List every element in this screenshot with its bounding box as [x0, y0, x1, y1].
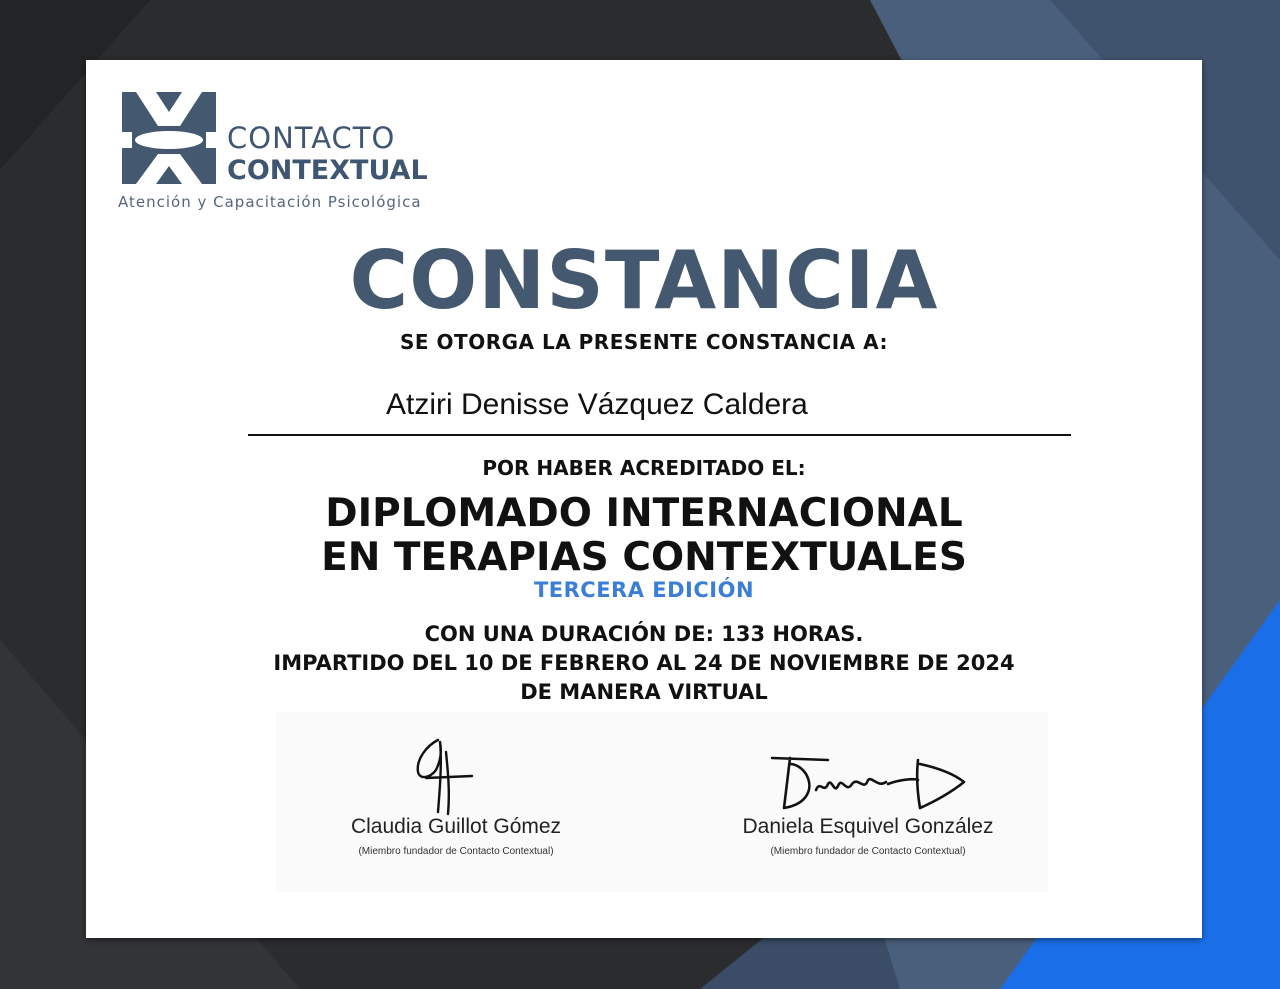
certificate-title: CONSTANCIA [349, 234, 939, 327]
signatures-block [276, 712, 1048, 892]
logo-text-contacto: CONTACTO [227, 121, 396, 155]
course-title [86, 492, 1202, 580]
logo-text-contextual: CONTEXTUAL [227, 155, 428, 186]
course-duration: CON UNA DURACIÓN DE: 133 HORAS. [424, 622, 864, 646]
course-mode: DE MANERA VIRTUAL [520, 680, 768, 704]
accreditation-statement: POR HABER ACREDITADO EL: [482, 456, 806, 480]
certificate-card [86, 60, 1202, 938]
handwritten-signature-2 [768, 750, 978, 820]
recipient-underline [248, 434, 1071, 436]
logo-tagline: Atención y Capacitación Psicológica [118, 193, 422, 211]
certificate-subtitle: SE OTORGA LA PRESENTE CONSTANCIA A: [400, 330, 888, 354]
course-dates: IMPARTIDO DEL 10 DE FEBRERO AL 24 DE NOVIEMBRE DE 2024 [273, 651, 1015, 675]
signer-role-2: (Miembro fundador de Contacto Contextual) [770, 846, 966, 857]
course-title-line2: EN TERAPIAS CONTEXTUALES [321, 535, 967, 580]
course-title-line1: DIPLOMADO INTERNACIONAL [325, 491, 963, 536]
signature-block-2 [688, 712, 1048, 892]
signature-block-1 [276, 712, 636, 892]
signer-name-1: Claudia Guillot Gómez [350, 815, 562, 838]
course-edition: TERCERA EDICIÓN [533, 578, 755, 602]
handwritten-signature-1 [396, 732, 486, 817]
recipient-name: Atziri Denisse Vázquez Caldera [386, 388, 808, 421]
signer-name-2: Daniela Esquivel González [742, 815, 994, 838]
signer-role-1: (Miembro fundador de Contacto Contextual) [358, 846, 554, 857]
contacto-contextual-logo-icon [122, 92, 216, 184]
course-details [86, 620, 1202, 707]
